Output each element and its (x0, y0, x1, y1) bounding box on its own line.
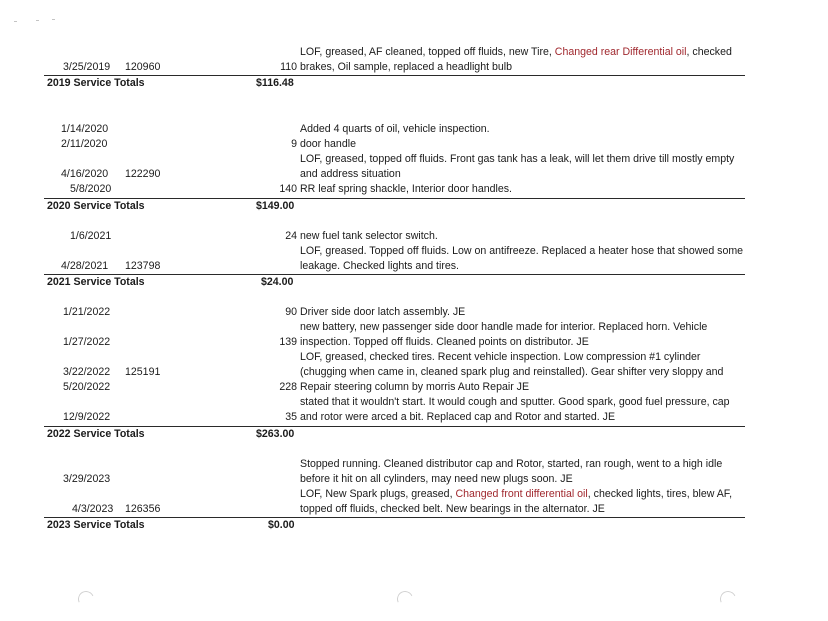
hours-value: 24 (285, 230, 297, 242)
note-line: new fuel tank selector switch. (300, 230, 438, 242)
service-date: 1/21/2022 (63, 306, 111, 318)
service-date: 1/27/2022 (63, 336, 111, 348)
year-total-label: 2019 Service Totals (47, 77, 145, 89)
scan-speck (36, 20, 39, 21)
note-line: leakage. Checked lights and tires. (300, 260, 459, 272)
note-line: Added 4 quarts of oil, vehicle inspection. (300, 123, 490, 135)
section-rule (44, 426, 745, 427)
service-date: 5/20/2022 (63, 381, 111, 393)
service-date: 3/29/2023 (63, 473, 111, 485)
note-line: (chugging when came in, cleaned spark plug and reinstalled). Gear shifter very sloppy and (300, 366, 724, 378)
note-line: LOF, New Spark plugs, greased, Changed front differential oil, checked lights, tires, blew AF, (300, 488, 733, 500)
section-rule (44, 75, 745, 76)
service-date: 4/28/2021 (61, 260, 109, 272)
service-date: 1/14/2020 (61, 123, 109, 135)
year-total-label: 2020 Service Totals (47, 200, 145, 212)
service-date: 1/6/2021 (70, 230, 112, 242)
hours-value: 110 (280, 61, 297, 73)
odometer: 126356 (125, 503, 161, 515)
note-line: LOF, greased, topped off fluids. Front gas tank has a leak, will let them drive till mostly empty (300, 153, 735, 165)
note-line: Driver side door latch assembly. JE (300, 306, 466, 318)
hours-value: 139 (279, 336, 297, 348)
odometer: 120960 (125, 61, 161, 73)
note-line: topped off fluids, checked belt. New bearings in the alternator. JE (300, 503, 605, 515)
service-date: 3/25/2019 (63, 61, 111, 73)
note-line: LOF, greased, checked tires. Recent vehicle inspection. Low compression #1 cylinder (300, 351, 701, 363)
note-line: brakes, Oil sample, replaced a headlight bulb (300, 61, 512, 73)
section-rule (44, 274, 745, 275)
odometer: 125191 (125, 366, 161, 378)
punch-hole-mark (395, 589, 416, 610)
hours-value: 140 (279, 183, 297, 195)
year-total-amount: $0.00 (268, 519, 295, 531)
note-line: Stopped running. Cleaned distributor cap and Rotor, started, ran rough, went to a high idle (300, 458, 723, 470)
year-total-amount: $116.48 (256, 77, 294, 89)
service-date: 4/16/2020 (61, 168, 109, 180)
service-date: 2/11/2020 (61, 138, 108, 150)
note-line: LOF, greased, AF cleaned, topped off fluids, new Tire, Changed rear Differential oil, checked (300, 46, 732, 58)
service-date: 12/9/2022 (63, 411, 111, 423)
year-total-label: 2021 Service Totals (47, 276, 145, 288)
scan-speck (14, 21, 17, 22)
year-total-amount: $263.00 (256, 428, 295, 440)
year-total-label: 2022 Service Totals (47, 428, 145, 440)
hours-value: 228 (279, 381, 297, 393)
hours-value: 35 (285, 411, 297, 423)
note-line: inspection. Topped off fluids. Cleaned points on distributor. JE (300, 336, 589, 348)
highlighted-note: Changed rear Differential oil (554, 46, 687, 58)
service-date: 5/8/2020 (70, 183, 112, 195)
punch-hole-mark (76, 589, 97, 610)
highlighted-note: Changed front differential oil (455, 488, 588, 500)
note-line: Repair steering column by morris Auto Repair JE (300, 381, 530, 393)
section-rule (44, 198, 745, 199)
service-date: 4/3/2023 (72, 503, 114, 515)
odometer: 123798 (125, 260, 161, 272)
scan-speck (52, 19, 55, 20)
odometer: 122290 (125, 168, 161, 180)
note-line: before it hit on all cylinders, may need new plugs soon. JE (300, 473, 573, 485)
year-total-amount: $149.00 (256, 200, 295, 212)
year-total-amount: $24.00 (261, 276, 294, 288)
section-rule (44, 517, 745, 518)
note-line: door handle (300, 138, 356, 150)
note-line: RR leaf spring shackle, Interior door handles. (300, 183, 512, 195)
year-total-label: 2023 Service Totals (47, 519, 145, 531)
note-line: LOF, greased. Topped off fluids. Low on antifreeze. Replaced a heater hose that showed some (300, 245, 744, 257)
service-date: 3/22/2022 (63, 366, 111, 378)
hours-value: 9 (291, 138, 297, 150)
hours-value: 90 (285, 306, 297, 318)
punch-hole-mark (718, 589, 739, 610)
note-line: new battery, new passenger side door handle made for interior. Replaced horn. Vehicle (300, 321, 708, 333)
note-line: and rotor were arced a bit. Replaced cap and Rotor and started. JE (300, 411, 616, 423)
note-line: stated that it wouldn't start. It would cough and sputter. Good spark, good fuel pressure, cap (300, 396, 730, 408)
note-line: and address situation (300, 168, 401, 180)
